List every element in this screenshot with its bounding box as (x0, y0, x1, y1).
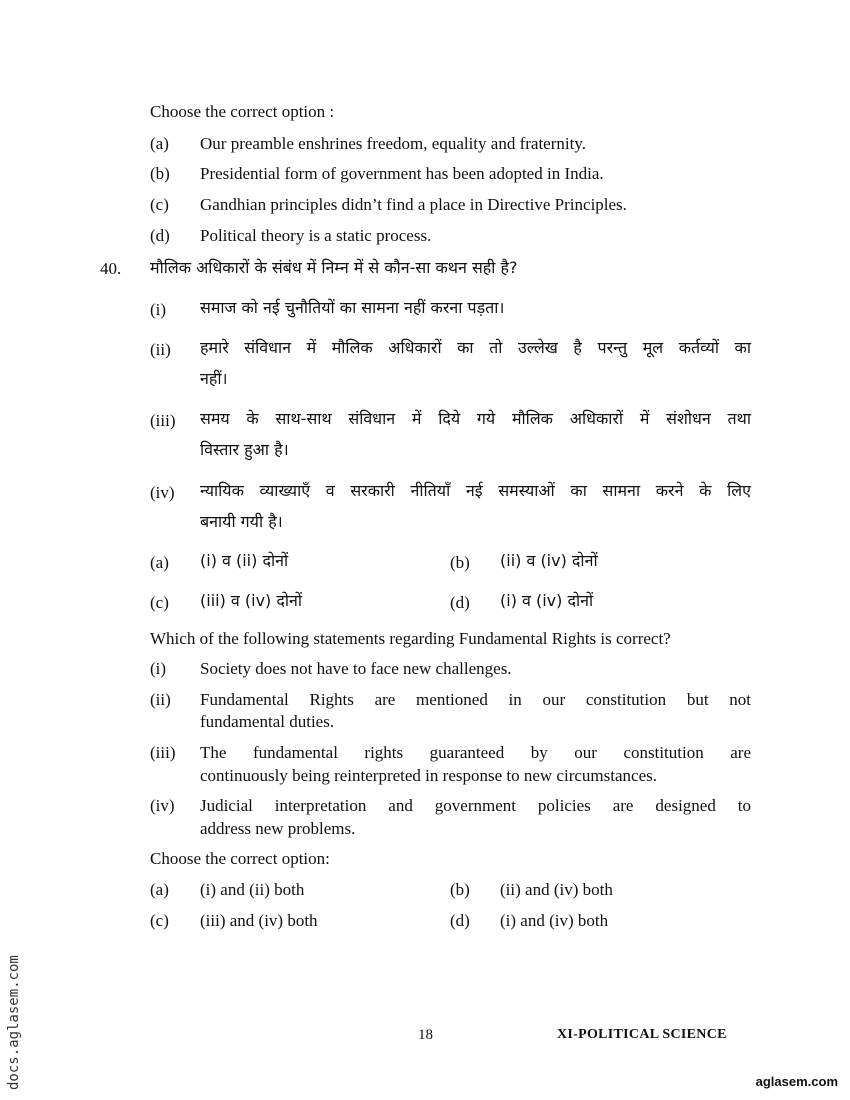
english-question: Which of the following statements regarding Fundamental Rights is correct? (150, 629, 671, 648)
english-statement-iii-line1: The fundamental rights guaranteed by our constitution are (200, 743, 751, 762)
english-prompt: Choose the correct option: (150, 849, 330, 868)
english-option-key-d: (d) (450, 911, 470, 930)
brand-watermark: aglasem.com (755, 1074, 838, 1089)
prev-option-text-d: Political theory is a static process. (200, 226, 432, 245)
side-watermark: docs.aglasem.com (6, 955, 22, 1090)
hindi-statement-iii-line2: विस्तार हुआ है। (200, 440, 289, 459)
prev-prompt: Choose the correct option : (150, 102, 335, 121)
hindi-statement-key-iii: (iii) (150, 411, 176, 430)
english-statement-ii-line1: Fundamental Rights are mentioned in our constitution but not (200, 690, 751, 709)
hindi-statement-ii-line1: हमारे संविधान में मौलिक अधिकारों का तो उल्लेख है परन्तु मूल कर्तव्यों का (200, 338, 751, 357)
english-option-d: (i) and (iv) both (500, 911, 609, 930)
english-option-c: (iii) and (iv) both (200, 911, 318, 930)
prev-option-text-b: Presidential form of government has been adopted in India. (200, 164, 604, 183)
prev-option-key-c: (c) (150, 195, 169, 214)
hindi-option-c: (iii) व (iv) दोनों (200, 591, 303, 610)
english-statement-iii-line2: continuously being reinterpreted in response to new circumstances. (200, 766, 657, 785)
english-statement-key-iv: (iv) (150, 796, 175, 815)
hindi-statement-key-ii: (ii) (150, 340, 171, 359)
hindi-option-key-c: (c) (150, 593, 169, 612)
hindi-statement-iv-line1: न्यायिक व्याख्याएँ व सरकारी नीतियाँ नई समस्याओं का सामना करने के लिए (200, 481, 751, 500)
hindi-statement-key-i: (i) (150, 300, 167, 319)
hindi-statement-ii-line2: नहीं। (200, 369, 228, 388)
hindi-option-key-b: (b) (450, 553, 470, 572)
hindi-statement-iii-line1: समय के साथ-साथ संविधान में दिये गये मौलिक अधिकारों में संशोधन तथा (200, 409, 751, 428)
hindi-option-b: (ii) व (iv) दोनों (500, 551, 598, 570)
english-option-key-a: (a) (150, 880, 169, 899)
english-option-key-c: (c) (150, 911, 169, 930)
prev-option-text-a: Our preamble enshrines freedom, equality and fraternity. (200, 134, 586, 153)
english-statement-key-iii: (iii) (150, 743, 176, 762)
page-number: 18 (418, 1027, 433, 1043)
english-statement-iv-line1: Judicial interpretation and government policies are designed to (200, 796, 751, 815)
english-option-key-b: (b) (450, 880, 470, 899)
hindi-option-a: (i) व (ii) दोनों (200, 551, 289, 570)
english-statement-key-i: (i) (150, 659, 167, 678)
prev-option-text-c: Gandhian principles didn’t find a place in Directive Principles. (200, 195, 627, 214)
english-statement-ii-line2: fundamental duties. (200, 712, 335, 731)
subject-footer: XI-POLITICAL SCIENCE (557, 1027, 727, 1042)
hindi-statement-iv-line2: बनायी गयी है। (200, 512, 283, 531)
hindi-statement-key-iv: (iv) (150, 483, 175, 502)
hindi-option-d: (i) व (iv) दोनों (500, 591, 594, 610)
hindi-option-key-d: (d) (450, 593, 470, 612)
english-statement-key-ii: (ii) (150, 690, 171, 709)
english-option-b: (ii) and (iv) both (500, 880, 613, 899)
prev-option-key-d: (d) (150, 226, 170, 245)
prev-option-key-a: (a) (150, 134, 169, 153)
english-statement-i: Society does not have to face new challenges. (200, 659, 512, 678)
english-option-a: (i) and (ii) both (200, 880, 305, 899)
question-number: 40. (100, 259, 122, 278)
hindi-option-key-a: (a) (150, 553, 169, 572)
english-statement-iv-line2: address new problems. (200, 819, 356, 838)
hindi-question: मौलिक अधिकारों के संबंध में निम्न में से कौन-सा कथन सही है? (150, 258, 518, 277)
hindi-statement-i: समाज को नई चुनौतियों का सामना नहीं करना पड़ता। (200, 298, 505, 317)
prev-option-key-b: (b) (150, 164, 170, 183)
